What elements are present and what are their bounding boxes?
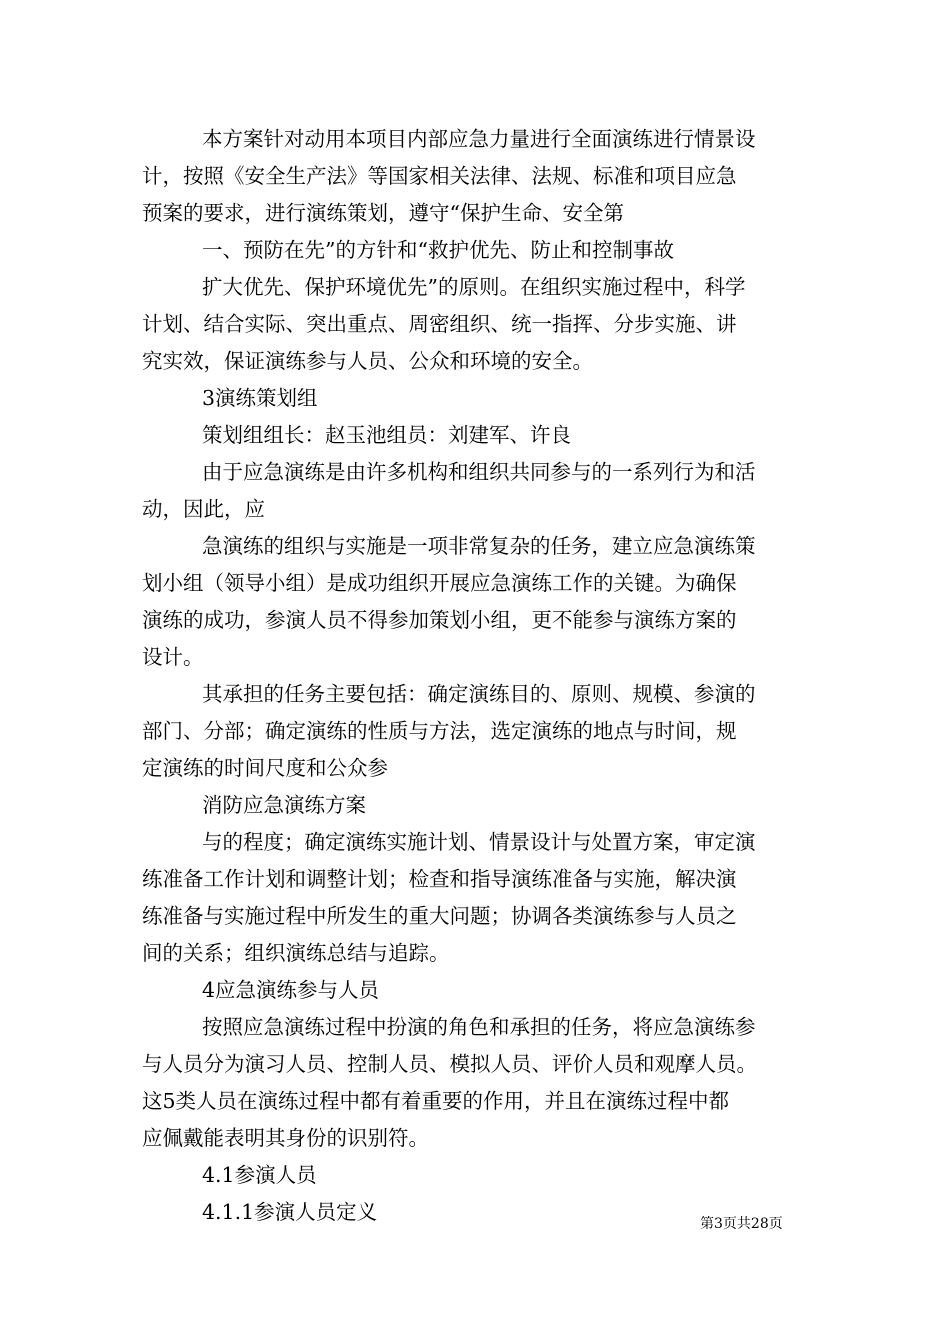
text-line: 本方案针对动用本项目内部应急力量进行全面演练进行情景设: [202, 127, 756, 151]
text-line: 预案的要求，进行演练策划，遵守“保护生命、安全第: [142, 201, 624, 225]
section-heading: 4.1参演人员: [202, 1163, 317, 1187]
text-line: 策划组组长：赵玉池组员：刘建军、许良: [202, 423, 571, 447]
text-line: 练准备与实施过程中所发生的重大问题；协调各类演练参与人员之: [142, 904, 737, 928]
text-line: 定演练的时间尺度和公众参: [142, 756, 388, 780]
text-line: 与人员分为演习人员、控制人员、模拟人员、评价人员和观摩人员。: [142, 1052, 757, 1076]
text-line: 急演练的组织与实施是一项非常复杂的任务，建立应急演练策: [202, 534, 756, 558]
text-line: 计，按照《安全生产法》等国家相关法律、法规、标准和项目应急: [142, 164, 737, 188]
text-line: 间的关系；组织演练总结与追踪。: [142, 941, 450, 965]
text-line: 扩大优先、保护环境优先”的原则。在组织实施过程中，科学: [202, 275, 746, 299]
text-line: 按照应急演练过程中扮演的角色和承担的任务，将应急演练参: [202, 1015, 756, 1039]
text-line: 演练的成功，参演人员不得参加策划小组，更不能参与演练方案的: [142, 608, 737, 632]
document-title-line: 消防应急演练方案: [202, 793, 366, 817]
text-line: 应佩戴能表明其身份的识别符。: [142, 1126, 429, 1150]
text-line: 与的程度；确定演练实施计划、情景设计与处置方案，审定演: [202, 830, 756, 854]
text-line: 究实效，保证演练参与人员、公众和环境的安全。: [142, 349, 593, 373]
section-heading: 4.1.1参演人员定义: [202, 1200, 378, 1224]
text-line: 设计。: [142, 645, 204, 669]
section-heading: 4应急演练参与人员: [202, 978, 380, 1002]
text-line: 一、预防在先”的方针和“救护优先、防止和控制事故: [202, 238, 674, 262]
text-line: 部门、分部；确定演练的性质与方法，选定演练的地点与时间，规: [142, 719, 737, 743]
section-heading: 3演练策划组: [202, 386, 318, 410]
text-line: 划小组（领导小组）是成功组织开展应急演练工作的关键。为确保: [142, 571, 737, 595]
body-text: [142, 121, 810, 1231]
text-line: 这5类人员在演练过程中都有着重要的作用，并且在演练过程中都: [142, 1089, 730, 1113]
text-line: 计划、结合实际、突出重点、周密组织、统一指挥、分步实施、讲: [142, 312, 737, 336]
text-line: 动，因此，应: [142, 497, 265, 521]
text-line: 练准备工作计划和调整计划；检查和指导演练准备与实施，解决演: [142, 867, 737, 891]
page-number-footer: 第3页共28页: [700, 1216, 783, 1232]
text-line: 由于应急演练是由许多机构和组织共同参与的一系列行为和活: [202, 460, 756, 484]
text-line: 其承担的任务主要包括：确定演练目的、原则、规模、参演的: [202, 682, 756, 706]
